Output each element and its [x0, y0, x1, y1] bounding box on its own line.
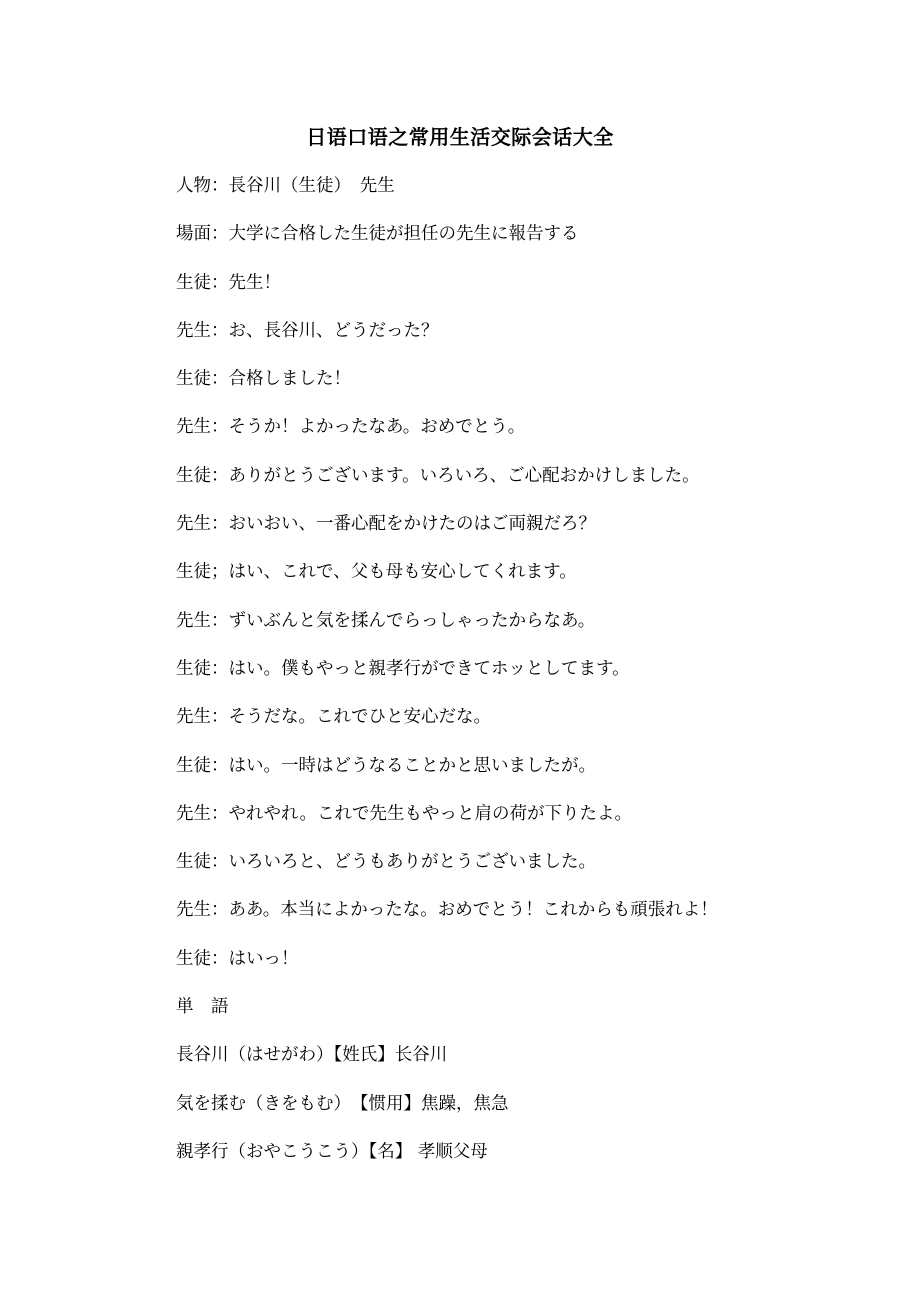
vocabulary-heading: 単 語 [176, 997, 229, 1018]
dialogue-line: 先生：そうだな。これでひと安心だな。 [176, 707, 491, 728]
dialogue-line: 生徒；はい、これで、父も母も安心してくれます。 [176, 562, 577, 583]
vocabulary-entry: 長谷川（はせがわ）【姓氏】长谷川 [176, 1045, 448, 1066]
scene-line: 場面：大学に合格した生徒が担任の先生に報告する [176, 224, 579, 245]
dialogue-body [176, 171, 876, 1185]
vocabulary-entry: 気を揉む（きをもむ） 【惯用】焦躁，焦急 [176, 1093, 509, 1114]
dialogue-line: 先生：おいおい、一番心配をかけたのはご両親だろ？ [176, 514, 596, 535]
dialogue-line: 生徒：いろいろと、どうもありがとうございました。 [176, 852, 596, 873]
dialogue-line: 先生：そうか！よかったなあ。おめでとう。 [176, 417, 526, 438]
dialogue-line: 生徒：合格しました！ [176, 369, 351, 390]
document-title: 日语口语之常用生活交际会话大全 [306, 125, 614, 149]
dialogue-line: 先生：やれやれ。これで先生もやっと肩の荷が下りたよ。 [176, 803, 633, 824]
dialogue-line: 先生：ずいぶんと気を揉んでらっしゃったからなあ。 [176, 610, 596, 631]
vocabulary-entry: 親孝行（おやこうこう）【名】 孝顺父母 [176, 1141, 488, 1162]
characters-line: 人物：長谷川（生徒） 先生 [176, 176, 395, 196]
dialogue-line: 生徒：はい。一時はどうなることかと思いましたが。 [176, 755, 596, 776]
dialogue-line: 先生：ああ。本当によかったな。おめでとう！これからも頑張れよ！ [176, 900, 718, 921]
dialogue-line: 生徒：はい。僕もやっと親孝行ができてホッとしてます。 [176, 658, 630, 679]
dialogue-line: 先生：お、長谷川、どうだった？ [176, 320, 439, 341]
dialogue-line: 生徒：はいっ！ [176, 948, 299, 969]
dialogue-line: 生徒：ありがとうございます。いろいろ、ご心配おかけしました。 [176, 465, 700, 486]
dialogue-line: 生徒：先生！ [176, 272, 281, 293]
